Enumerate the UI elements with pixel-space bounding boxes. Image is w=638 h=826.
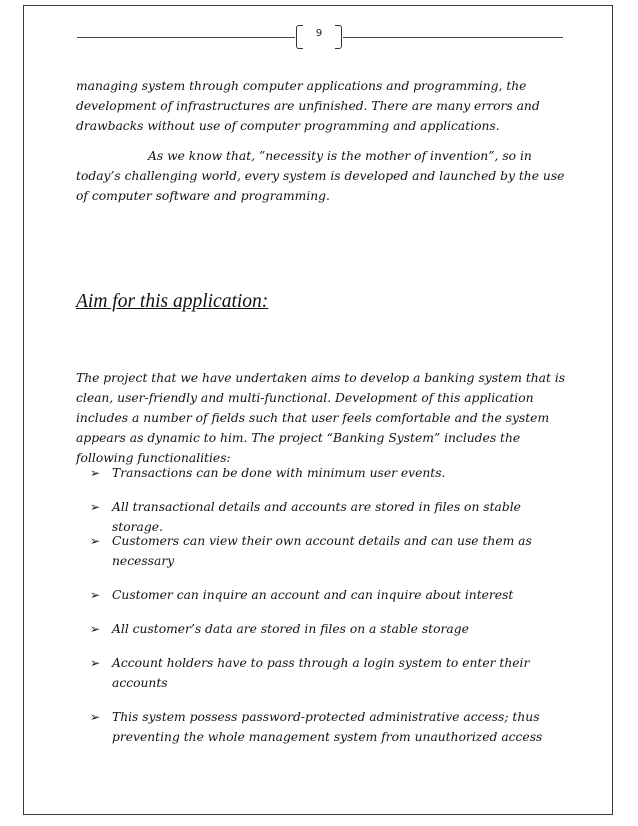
arrow-bullet-icon: ➢ <box>90 588 101 602</box>
arrow-bullet-icon: ➢ <box>90 500 101 514</box>
list-item-text: Account holders have to pass through a login system to enter their accounts <box>112 656 530 690</box>
page-number-box <box>296 25 342 47</box>
arrow-bullet-icon: ➢ <box>90 656 101 670</box>
header-rule-right <box>343 37 563 38</box>
functionality-list <box>90 463 570 747</box>
section-intro: The project that we have undertaken aims to develop a banking system that is clean, user-friendly and multi-functional. Development of this application includes a number of fields such that user feels comfortable and the system appears as dynamic to him. The project “Banking System” includes the following functionalities: <box>76 371 566 465</box>
list-item <box>90 707 570 747</box>
paragraph-necessity: As we know that, ”necessity is the mother of invention”, so in today’s challenging world, every system is developed and launched by the use of computer software and programming. <box>76 149 565 203</box>
paragraph-continuation: managing system through computer applications and programming, the development of infrastructures are unfinished. There are many errors and drawbacks without use of computer programming and applications. <box>76 79 540 133</box>
arrow-bullet-icon: ➢ <box>90 466 101 480</box>
list-item-text: Customer can inquire an account and can inquire about interest <box>112 588 514 602</box>
arrow-bullet-icon: ➢ <box>90 622 101 636</box>
list-item-text: All customer’s data are stored in files on a stable storage <box>112 622 469 636</box>
list-item <box>90 497 570 534</box>
list-item-text: This system possess password-protected administrative access; thus preventing the whole management system from unauthorized access <box>112 710 543 744</box>
list-item <box>90 463 570 497</box>
list-item <box>90 531 570 585</box>
list-item-text: Transactions can be done with minimum user events. <box>112 466 446 480</box>
list-item <box>90 653 570 707</box>
list-item <box>90 585 570 619</box>
arrow-bullet-icon: ➢ <box>90 710 101 724</box>
list-item-text: Customers can view their own account details and can use them as necessary <box>112 534 532 568</box>
page-number: 9 <box>315 28 323 39</box>
list-item <box>90 619 570 653</box>
header-rule-left <box>77 37 295 38</box>
arrow-bullet-icon: ➢ <box>90 534 101 548</box>
list-item-text: All transactional details and accounts are stored in files on stable storage. <box>112 500 521 534</box>
section-heading: Aim for this application: <box>76 291 269 312</box>
